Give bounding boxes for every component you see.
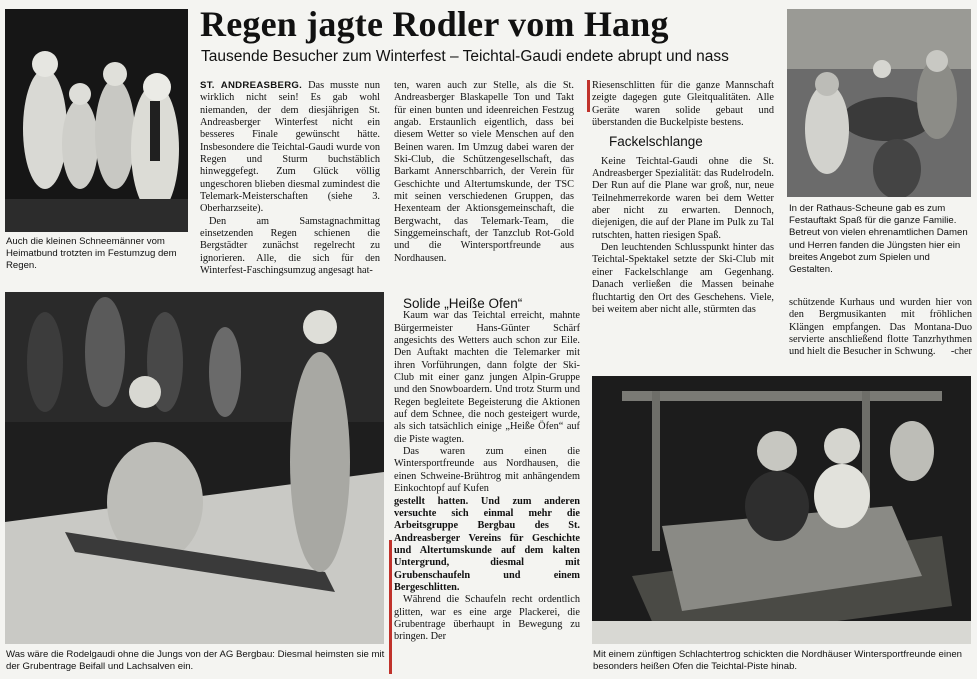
col3-paragraph-3: Während die Schaufeln recht ordentlich glitten, war es eine arge Plackerei, die Grubentrage überhaupt in Bewegung zu bringen. Der (394, 594, 580, 643)
heading-fackelschlange: Fackelschlange (609, 134, 703, 150)
article-column-2 (394, 80, 574, 290)
col5-paragraph-1: schützende Kurhaus und wurden hier von den Bergmusikanten mit fröhlichen Klängen empfangen. Das Montana-Duo servierte anschließend flotte Tanzrhythmen und hielt die Besucher in Schwung. -cher (789, 297, 972, 358)
caption-sledging-miners: Was wäre die Rodelgaudi ohne die Jungs von der AG Bergbau: Diesmal heimsten sie mit der Grubentrage Beifall und Lachsalven ein. (6, 649, 385, 673)
col4-paragraph-2: Keine Teichtal-Gaudi ohne die St. Andreasberger Spezialität: das Rudelrodeln. Der Run auf die Plane war groß, nur, neue Teilnehmerrekorde waren bei dem Wetter aber nicht zu erwarten. Dennoch, diejenigen, die auf der Plane im Pulk zu Tal rutschten, hatten riesigen Spaß. (592, 155, 774, 241)
col4-paragraph-3: Den leuchtenden Schlusspunkt hinter das Teichtal-Spektakel setzte der Ski-Club mit einer Fackelschlange am Gegenhang. Danach verließen die Massen beinahe fluchtartig den Ort des Geschehens. Viele, bei weitem aber nicht alle, stürmten das (592, 242, 774, 315)
article-column-5 (789, 297, 972, 369)
photo-rathaus-scheune (787, 9, 971, 197)
col4-paragraph-1: Riesenschlitten für die ganze Mannschaft zeigte dagegen gute Gleitqualitäten. Alle Geräte waren solide gebaut und überstanden die Buckelpiste bestens. (592, 80, 774, 129)
headline: Regen jagte Rodler vom Hang (200, 4, 669, 44)
highlight-bar-col3 (389, 540, 392, 674)
col3-paragraph-1: Kaum war das Teichtal erreicht, mahnte Bürgermeister Hans-Günter Schärf angesichts des Wetters auch schon zur Eile. Den Auftakt machten die Telemarker mit ihren Vorführungen, dann folgte der Ski-Club mit einer ganz jungen Alpin-Gruppe und den Snowboardern. Und trotz Sturm und Regen begleitete Begeisterung die Aktionen auf dem Schnee, die noch gesteigert wurde, als sich tatsächlich einige „Heiße Öfen“ auf die Piste wagten. (394, 310, 580, 445)
photo-schlachtertrog (592, 376, 971, 644)
heading-heisse-oefen: Solide „Heiße Öfen“ (403, 298, 523, 311)
col3-paragraph-2a: Das waren zum einen die Wintersportfreunde aus Nordhausen, die einen Schweine-Brühtrog mit anhängendem Einkochtopf auf Kufen (394, 446, 580, 495)
col1-paragraph-1: Das musste nun wirklich nicht sein! Es gab wohl niemanden, der dem diesjährigen St. Andreasberger Winterfest nicht ein besseres Finale gewünscht hätte. Insbesondere die Teichtal-Gaudi wurde von Regen und Sturm buchstäblich hinweggefegt. Zum Glück völlig ungeschoren blieben diesmal zumindest die Telemark-Meisterschaften (siehe 3. Oberharzseite). (200, 80, 380, 215)
placeline: ST. ANDREASBERG. (200, 80, 303, 91)
photo-sledging-miners (5, 292, 384, 644)
photo-snowmen-parade (5, 9, 188, 232)
article-column-4 (592, 80, 774, 370)
col2-paragraph-1: ten, waren auch zur Stelle, als die St. Andreasberger Blaskapelle Ton und Takt für einen bunten und ideenreichen Festzug angab. Erstaunlich eigentlich, dass bei diesem Wetter so viele Menschen auf den Beinen waren. Im Umzug dabei waren der Ski-Club, die Schützengesellschaft, das Barkamt Annerschbarrich, der Verein für Geschichte und Altertumskunde, der TSC mit seinen verschiedenen Gruppen, das Hexenteam der Aktionsgemeinschaft, die Bergwacht, das Telemark-Team, die Singgemeinschaft, der Tanzclub Rot-Gold und die Wintersportfreunde aus Nordhausen. (394, 80, 574, 264)
author-signature: -cher (950, 346, 972, 358)
highlight-bar-col4 (587, 80, 590, 112)
col1-paragraph-2: Den am Samstagnachmittag einsetzenden Regen schienen die Bergstädter zunächst regelrecht zu ignorieren. Alle, die sich für den Winterfest-Faschingsumzug angesagt hat- (200, 215, 380, 277)
article-column-1 (200, 80, 380, 284)
subheadline: Tausende Besucher zum Winterfest – Teichtal-Gaudi endete abrupt und nass (201, 48, 729, 65)
article-column-3 (394, 298, 580, 676)
caption-schlachtertrog: Mit einem zünftigen Schlachtertrog schickten die Nordhäuser Wintersportfreunde einen besonders heißen Ofen die Teichtal-Piste hinab. (593, 649, 963, 673)
col3-paragraph-2b: gestellt hatten. Und zum anderen versuchte sich einmal mehr die Arbeitsgruppe Bergbau des St. Andreasberger Vereins für Geschichte und Altertumskunde auf dem kalten Untergrund, diesmal mit Grubenschaufeln und einem Bergeschlitten. (394, 495, 580, 593)
caption-rathaus-scheune: In der Rathaus-Scheune gab es zum Festauftakt Spaß für die ganze Familie. Betreut von vielen ehrenamtlichen Damen und Herren fanden die Jüngsten hier ein breites Angebot zum Spielen und Gestalten. (789, 203, 968, 276)
caption-snowmen-parade: Auch die kleinen Schneemänner vom Heimatbund trotzten im Festumzug dem Regen. (6, 236, 177, 272)
